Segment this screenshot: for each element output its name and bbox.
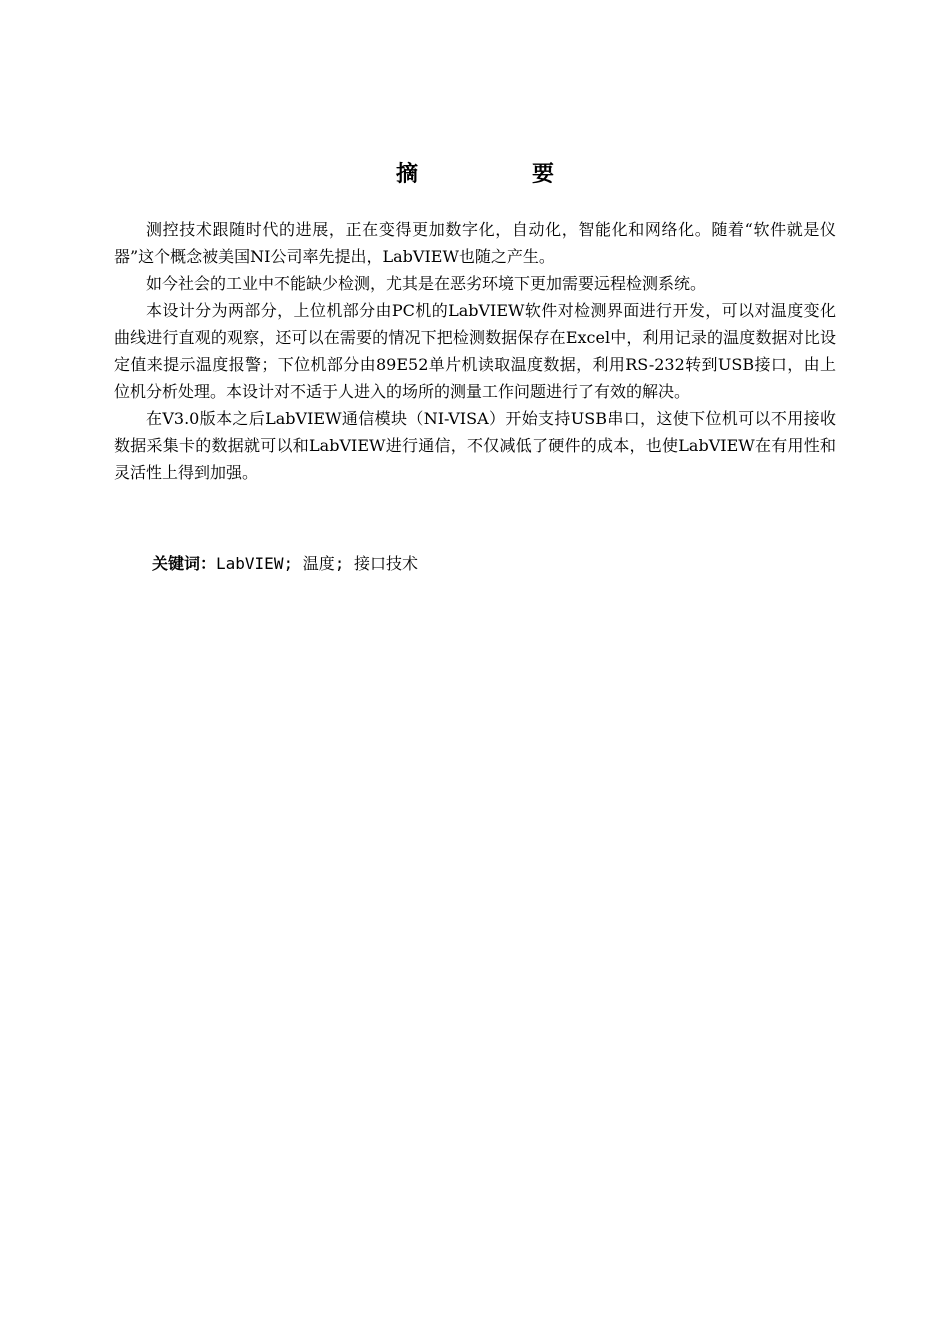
page-title: 摘 要 [395, 162, 600, 187]
abstract-body [114, 216, 836, 486]
paragraph-2: 如今社会的工业中不能缺少检测，尤其是在恶劣环境下更加需要远程检测系统。 [146, 274, 707, 293]
keywords-line [152, 550, 836, 577]
keywords-label: 关键词： [152, 554, 217, 573]
paragraph-4: 在V3.0版本之后LabVIEW通信模块（NI-VISA）开始支持USB串口，这使下位机可以不用接收数据采集卡的数据就可以和LabVIEW进行通信，不仅减低了硬件的成本，也使LabVIEW在有用性和灵活性上得到加强。 [114, 409, 836, 482]
paragraph-3: 本设计分为两部分，上位机部分由PC机的LabVIEW软件对检测界面进行开发，可以对温度变化曲线进行直观的观察，还可以在需要的情况下把检测数据保存在Excel中，利用记录的温度数据对比设定值来提示温度报警；下位机部分由89E52单片机读取温度数据，利用RS-232转到USB接口，由上位机分析处理。本设计对不适于人进入的场所的测量工作问题进行了有效的解决。 [114, 301, 836, 401]
paragraph-1: 测控技术跟随时代的进展，正在变得更加数字化，自动化，智能化和网络化。随着“软件就是仪器”这个概念被美国NI公司率先提出，LabVIEW也随之产生。 [114, 220, 836, 266]
keywords-value: LabVIEW; 温度; 接口技术 [216, 554, 418, 573]
